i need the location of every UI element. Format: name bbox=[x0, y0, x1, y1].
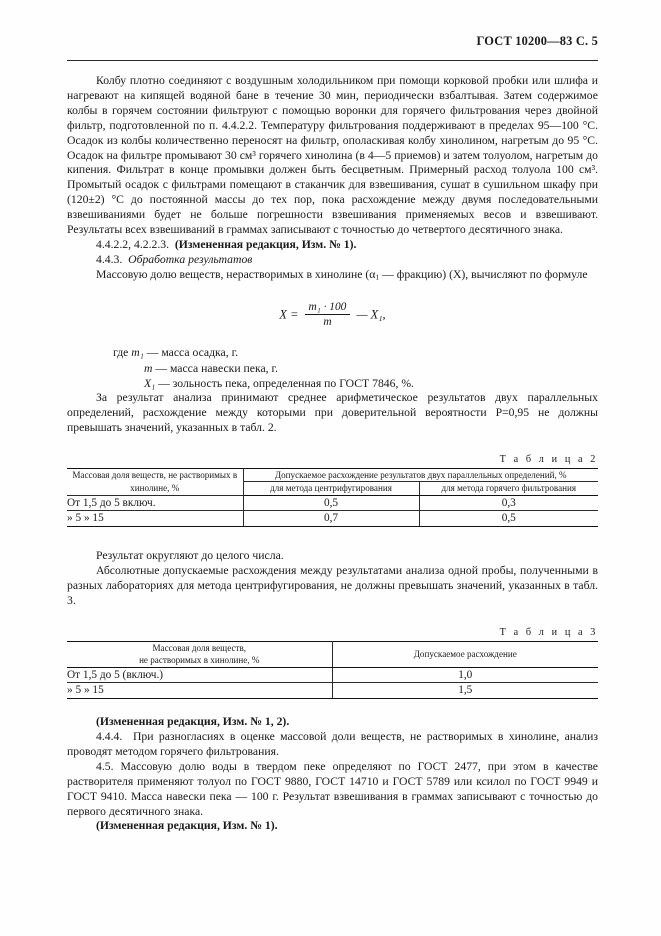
table-3-header-mass-fraction bbox=[67, 641, 332, 667]
formula-equals: = bbox=[290, 307, 299, 322]
table-2-header-centrifuge: для метода центрифугирования bbox=[243, 482, 419, 496]
legend-row bbox=[67, 376, 598, 391]
formula-legend bbox=[67, 345, 598, 391]
table-2-header-hot-filtration: для метода горячего фильтрования bbox=[419, 482, 598, 496]
table-2-header-mass-fraction: Массовая доля веществ, не растворимых в хинолине, % bbox=[67, 468, 243, 495]
legend-symbol: m₁ bbox=[131, 346, 144, 360]
legend-dash: — bbox=[155, 361, 168, 375]
table-3-cell-range: От 1,5 до 5 (включ.) bbox=[67, 667, 332, 683]
clause-4-4-2-2-number: 4.4.2.2, 4.2.2.3. bbox=[96, 237, 170, 251]
table-3-header-row bbox=[67, 641, 598, 667]
paragraph-round-result: Результат округляют до целого числа. bbox=[96, 549, 284, 563]
table-row bbox=[67, 511, 598, 527]
note-revision-1-final: (Измененная редакция, Изм. № 1). bbox=[96, 819, 278, 833]
paragraph-formula-intro bbox=[67, 268, 598, 286]
clause-4-4-4-text: При разногласиях в оценке массовой доли веществ, не растворимых в хинолине, анализ проводят методом горячего фильтрования. bbox=[67, 729, 599, 758]
legend-text: масса осадка, г. bbox=[161, 346, 238, 360]
table-3-cell-value: 1,5 bbox=[332, 683, 598, 699]
spacer bbox=[67, 527, 598, 549]
clause-4-4-3-title: Обработка результатов bbox=[128, 252, 253, 266]
header-rule bbox=[67, 60, 598, 61]
legend-row bbox=[67, 345, 598, 360]
formula-lhs: X bbox=[279, 307, 287, 322]
formula-fraction bbox=[305, 301, 351, 328]
clause-4-4-2-2-revision-note: (Измененная редакция, Изм. № 1). bbox=[174, 237, 357, 251]
table-2-caption: Т а б л и ц а 2 bbox=[499, 453, 598, 465]
table-row bbox=[67, 683, 598, 699]
table-3-cell-range: » 5 » 15 bbox=[67, 683, 332, 699]
table-row bbox=[67, 667, 598, 683]
legend-where-label: где bbox=[113, 346, 129, 360]
paragraph-analysis-result: За результат анализа принимают среднее арифметическое результатов двух параллельных определений, расхождение между которыми при доверительной вероятности P=0,95 не должны превышать значений, указанных в табл. 2. bbox=[67, 390, 598, 434]
legend-symbol: m bbox=[144, 361, 153, 375]
clause-4-4-4-number: 4.4.4. bbox=[96, 729, 123, 743]
formula-mass-fraction bbox=[67, 302, 598, 329]
note-revision-1-2: (Измененная редакция, Изм. № 1, 2). bbox=[96, 715, 290, 729]
table-3-cell-value: 1,0 bbox=[332, 667, 598, 683]
table-3-header-permissible-divergence: Допускаемое расхождение bbox=[332, 641, 598, 667]
legend-text: масса навески пека, г. bbox=[169, 361, 278, 375]
table-2-cell-hot-filtration: 0,5 bbox=[419, 511, 598, 527]
formula-denominator: m bbox=[323, 315, 332, 328]
table-3-header-line-2: не растворимых в хинолине, % bbox=[139, 655, 260, 666]
clause-4-5-text: Массовую долю воды в твердом пеке определяют по ГОСТ 2477, при этом в качестве растворителя применяют толуол по ГОСТ 9880, ГОСТ 14710 и ГОСТ 5789 или ксилол по ГОСТ 9949 и ГОСТ 9410. Масса навески пека — 100 г. Результат взвешивания в граммах записывают с точностью до первого десятичного знака. bbox=[67, 759, 598, 818]
page-content bbox=[67, 34, 598, 834]
table-2-cell-range: От 1,5 до 5 включ. bbox=[67, 495, 243, 511]
table-row bbox=[67, 495, 598, 511]
clause-4-5-number: 4.5. bbox=[96, 759, 114, 773]
clause-4-4-2-2 bbox=[67, 238, 598, 253]
table-2-cell-range: » 5 » 15 bbox=[67, 511, 243, 527]
clause-4-4-4 bbox=[67, 730, 598, 760]
table-3 bbox=[67, 641, 598, 699]
table-2-header-permissible-divergence: Допускаемое расхождение результатов двух параллельных определений, % bbox=[243, 468, 598, 482]
formula-minus: — bbox=[356, 307, 368, 322]
legend-dash: — bbox=[146, 346, 159, 360]
legend-row bbox=[67, 361, 598, 376]
table-2-cell-centrifuge: 0,7 bbox=[243, 511, 419, 527]
formula-intro-subscript: 1 bbox=[375, 272, 380, 282]
clause-4-4-3-number: 4.4.3. bbox=[96, 252, 123, 266]
legend-dash: — bbox=[158, 376, 170, 390]
clause-4-5 bbox=[67, 760, 598, 820]
formula-intro-text-b: — фракцию) (X), вычисляют по формуле bbox=[379, 267, 588, 281]
clause-4-4-3 bbox=[67, 253, 598, 268]
legend-text: зольность пека, определенная по ГОСТ 7846, %. bbox=[172, 376, 414, 390]
paragraph-procedure: Колбу плотно соединяют с воздушным холодильником при помощи корковой пробки или шлифа и нагревают на кипящей водяной бане в течение 30 мин, периодически взбалтывая. Затем содержимое колбы в горячем состоянии фильтруют с помощью воронки для горячего фильтрования через двойной фильтр, подготовленной по п. 4.4.2.2. Температуру фильтрования поддерживают в пределах 95—100 °С. Осадок из колбы количественно переносят на фильтр, ополаскивая колбу хинолином, нагретым до 95 °С. Осадок на фильтре промывают 30 см³ горячего хинолина (в 4—5 приемов) и затем толуолом, нагретым до кипения. Фильтрат в конце промывки должен быть бесцветным. Примерный расход толуола 100 см³. Промытый осадок с фильтрами помещают в стаканчик для взвешивания, сушат в сушильном шкафу при (120±2) °С до постоянной массы до тех пор, пока расхождение между двумя последовательными взвешиваниями будет не больше погрешности взвешивания применяемых весов и взвешивают. Результаты всех взвешиваний в граммах записывают с точностью до четвертого десятичного знака. bbox=[67, 74, 598, 237]
formula-rhs: X₁, bbox=[370, 307, 386, 322]
table-3-caption: Т а б л и ц а 3 bbox=[499, 626, 598, 638]
table-3-header-line-1: Массовая доля веществ, bbox=[152, 642, 247, 653]
table-2-cell-centrifuge: 0,5 bbox=[243, 495, 419, 511]
page-header-standard-number: ГОСТ 10200—83 С. 5 bbox=[476, 34, 598, 48]
paragraph-absolute-divergence: Абсолютные допускаемые расхождения между результатами анализа одной пробы, полученными в разных лабораториях для метода центрифугирования, не должны превышать значений, указанных в табл. 3. bbox=[67, 563, 598, 607]
table-2-header-row-1 bbox=[67, 468, 598, 482]
spacer bbox=[67, 699, 598, 715]
formula-numerator: m₁ · 100 bbox=[305, 301, 351, 315]
legend-symbol: X₁ bbox=[144, 376, 156, 390]
table-2-cell-hot-filtration: 0,3 bbox=[419, 495, 598, 511]
formula-intro-text-a: Массовую долю веществ, нерастворимых в хинолине (α bbox=[96, 267, 376, 281]
table-2 bbox=[67, 468, 598, 527]
